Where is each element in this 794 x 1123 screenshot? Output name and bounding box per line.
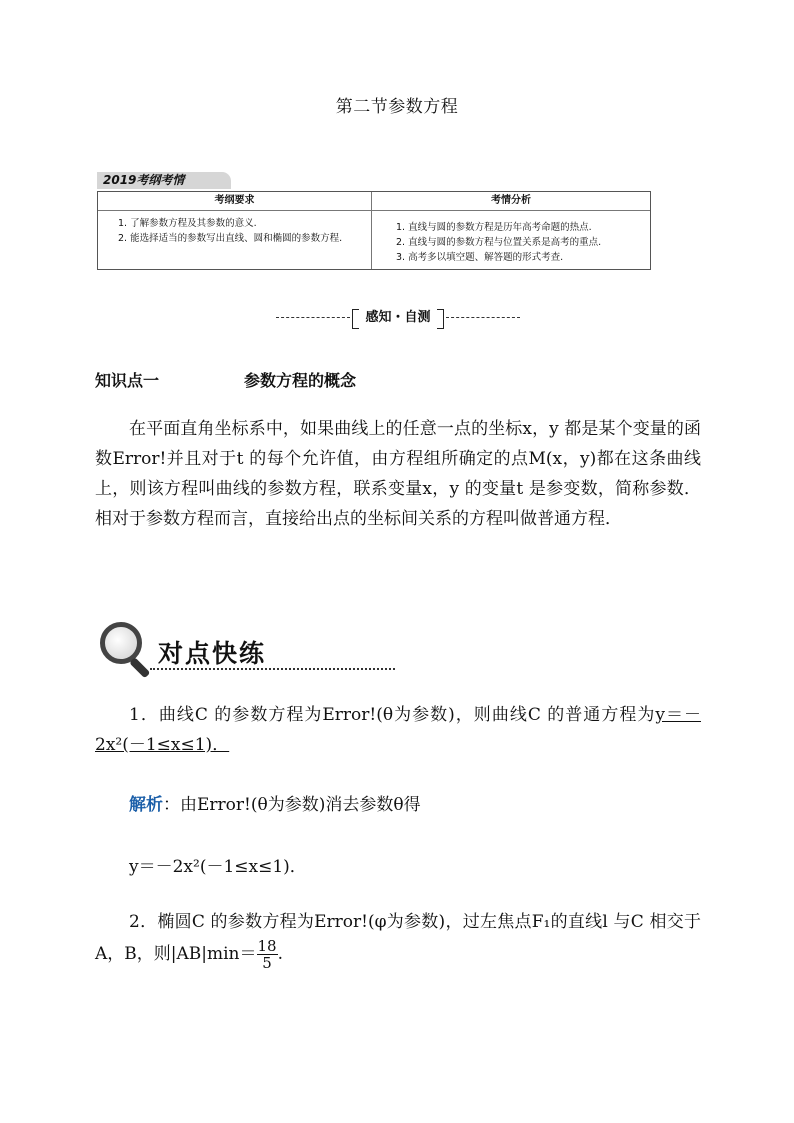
- fraction-denominator: 5: [262, 954, 272, 972]
- divider-dash-left: [276, 317, 350, 318]
- solution-1: [95, 790, 701, 820]
- divider-dash-right: [446, 317, 520, 318]
- exam-outline-tag: 2019考纲考情: [97, 172, 231, 189]
- fraction-numerator: 18: [257, 937, 277, 955]
- answer-fraction: [257, 938, 278, 971]
- analysis-item: 3. 高考多以填空题、解答题的形式考查.: [396, 252, 564, 263]
- knowledge-paragraph: 在平面直角坐标系中，如果曲线上的任意一点的坐标x，y 都是某个变量的函数Error!并且对于t 的每个允许值，由方程组所确定的点M(x，y)都在这条曲线上，则该方程叫曲线的参数方程，联系变量x，y 的变量t 是参变数，简称参数．相对于参数方程而言，直接给出点的坐标间关系的方程叫做普通方程．: [95, 419, 701, 529]
- knowledge-title: 参数方程的概念: [244, 371, 357, 390]
- question-2-tail: .: [277, 944, 283, 964]
- exam-outline-table: [97, 191, 651, 270]
- question-2: [95, 906, 701, 971]
- requirement-item: 1. 了解参数方程及其参数的意义.: [118, 218, 257, 229]
- page-title: 第二节参数方程: [335, 97, 459, 117]
- question-2-text: 2．椭圆C 的参数方程为Error!(φ为参数)，过左焦点F₁的直线l 与C 相交于A，B，则|AB|min＝: [95, 912, 701, 964]
- divider-label: 感知・自测: [352, 307, 444, 329]
- knowledge-heading: [95, 368, 357, 391]
- analysis-item: 1. 直线与圆的参数方程是历年高考命题的热点.: [396, 222, 592, 233]
- analysis-column: [372, 192, 650, 269]
- magnifier-handle: [129, 657, 150, 678]
- analysis-item: 2. 直线与圆的参数方程与位置关系是高考的重点.: [396, 237, 602, 248]
- solution-1-result: y＝－2x²(－1≤x≤1)．: [129, 857, 307, 877]
- solution-1-text: ：由Error!(θ为参数)消去参数θ得: [163, 795, 421, 815]
- requirements-column: [98, 192, 372, 269]
- knowledge-label: 知识点一: [95, 371, 160, 390]
- requirement-item: 2. 能选择适当的参数写出直线、圆和椭圆的参数方程.: [118, 233, 343, 244]
- solution-label: 解析: [129, 795, 163, 815]
- practice-underline: [150, 668, 395, 670]
- practice-title: 对点快练: [158, 639, 267, 668]
- question-1-answer: y＝－2x²(－1≤x≤1)．: [95, 705, 701, 755]
- requirements-header: 考纲要求: [98, 192, 371, 211]
- question-1-text: 1．曲线C 的参数方程为Error!(θ为参数)，则曲线C 的普通方程为: [129, 705, 656, 725]
- analysis-header: 考情分析: [372, 192, 650, 211]
- section-divider: [276, 307, 520, 329]
- practice-banner: [96, 620, 301, 676]
- question-1: [95, 700, 701, 760]
